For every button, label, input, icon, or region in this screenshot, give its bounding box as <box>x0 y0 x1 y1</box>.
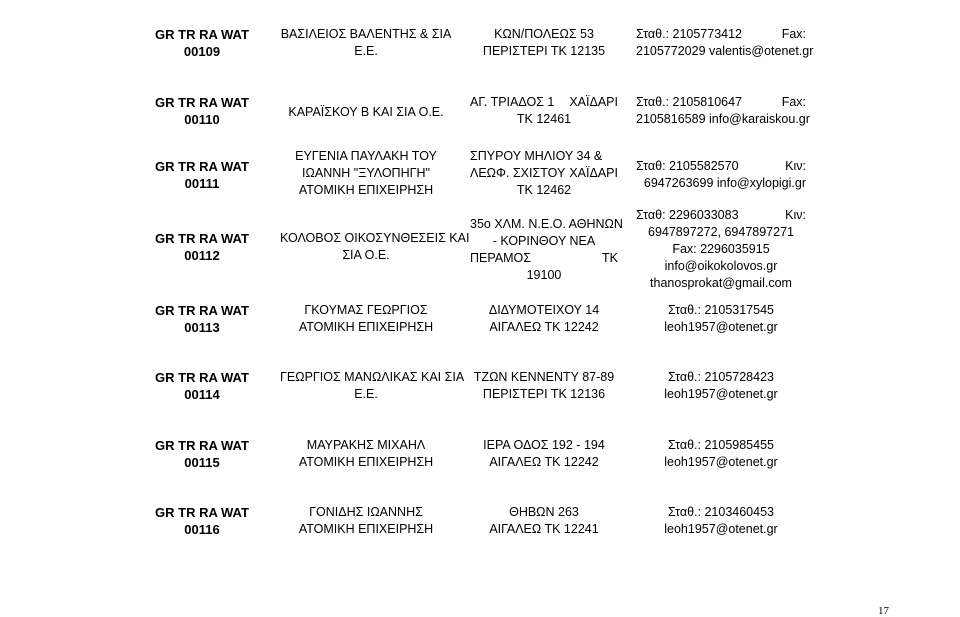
company-address: ΚΩΝ/ΠΟΛΕΩΣ 53 ΠΕΡΙΣΤΕΡΙ ΤΚ 12135 <box>482 27 606 58</box>
company-address: ΙΕΡΑ ΟΔΟΣ 192 - 194 ΑΙΓΑΛΕΩ ΤΚ 12242 <box>483 438 605 469</box>
record-code: GR TR RA WAT 00114 <box>155 370 249 402</box>
record-code: GR TR RA WAT 00113 <box>155 303 249 335</box>
company-address: ΑΓ. ΤΡΙΑΔΟΣ 1 ΧΑΪΔΑΡΙ ΤΚ 12461 <box>470 95 618 126</box>
record-code: GR TR RA WAT 00115 <box>155 438 249 470</box>
company-contact: Σταθ.: 2105773412 Fax: 2105772029 valentis@otenet.gr <box>636 27 814 58</box>
company-name: ΜΑΥΡΑΚΗΣ ΜΙΧΑΗΛ ΑΤΟΜΙΚΗ ΕΠΙΧΕΙΡΗΣΗ <box>298 438 434 469</box>
company-name: ΓΚΟΥΜΑΣ ΓΕΩΡΓΙΟΣ ΑΤΟΜΙΚΗ ΕΠΙΧΕΙΡΗΣΗ <box>298 303 434 334</box>
company-name: ΓΕΩΡΓΙΟΣ ΜΑΝΩΛΙΚΑΣ ΚΑΙ ΣΙΑ Ε.Ε. <box>280 370 465 401</box>
company-name: ΒΑΣΙΛΕΙΟΣ ΒΑΛΕΝΤΗΣ & ΣΙΑ Ε.Ε. <box>280 27 452 58</box>
company-address: ΔΙΔΥΜΟΤΕΙΧΟΥ 14 ΑΙΓΑΛΕΩ ΤΚ 12242 <box>488 303 600 334</box>
record-code: GR TR RA WAT 00110 <box>155 95 249 127</box>
company-contact: Σταθ.: 2105985455 leoh1957@otenet.gr <box>664 438 778 469</box>
company-address: 35ο ΧΛΜ. Ν.Ε.Ο. ΑΘΗΝΩΝ - ΚΟΡΙΝΘΟΥ ΝΕΑ ΠΕΡΑΜΟΣ ΤΚ 19100 <box>470 217 623 282</box>
company-name: ΓΟΝΙΔΗΣ ΙΩΑΝΝΗΣ ΑΤΟΜΙΚΗ ΕΠΙΧΕΙΡΗΣΗ <box>298 505 434 536</box>
company-name: ΕΥΓΕΝΙΑ ΠΑΥΛΑΚΗ ΤΟΥ ΙΩΑΝΝΗ "ΞΥΛΟΠΗΓΗ" ΑΤΟΜΙΚΗ ΕΠΙΧΕΙΡΗΣΗ <box>295 149 437 197</box>
company-address: ΘΗΒΩΝ 263 ΑΙΓΑΛΕΩ ΤΚ 12241 <box>489 505 599 536</box>
company-name: ΚΑΡΑΪΣΚΟΥ Β ΚΑΙ ΣΙΑ Ο.Ε. <box>288 105 444 119</box>
company-name: ΚΟΛΟΒΟΣ ΟΙΚΟΣΥΝΘΕΣΕΙΣ ΚΑΙ ΣΙΑ Ο.Ε. <box>280 231 470 262</box>
company-contact: Σταθ.: 2105810647 Fax: 2105816589 info@karaiskou.gr <box>636 95 810 126</box>
record-code: GR TR RA WAT 00109 <box>155 27 249 59</box>
record-code: GR TR RA WAT 00112 <box>155 231 249 263</box>
company-contact: Σταθ.: 2105317545 leoh1957@otenet.gr <box>664 303 778 334</box>
company-contact: Σταθ: 2105582570 Κιν: 6947263699 info@xylopigi.gr <box>636 159 806 190</box>
company-contact: Σταθ.: 2105728423 leoh1957@otenet.gr <box>664 370 778 401</box>
company-address: ΤΖΩΝ ΚΕΝΝΕΝΤΥ 87-89 ΠΕΡΙΣΤΕΡΙ ΤΚ 12136 <box>473 370 615 401</box>
company-address: ΣΠΥΡΟΥ ΜΗΛΙΟΥ 34 & ΛΕΩΦ. ΣΧΙΣΤΟΥ ΧΑΪΔΑΡΙ ΤΚ 12462 <box>470 149 618 197</box>
company-contact: Σταθ.: 2103460453 leoh1957@otenet.gr <box>664 505 778 536</box>
company-contact: Σταθ: 2296033083 Κιν: 6947897272, 6947897271 Fax: 2296035915 info@oikokolovos.gr thanosprokat@gmail.com <box>636 208 806 290</box>
record-code: GR TR RA WAT 00111 <box>155 159 249 191</box>
page-number: 17 <box>878 605 889 617</box>
record-code: GR TR RA WAT 00116 <box>155 505 249 537</box>
